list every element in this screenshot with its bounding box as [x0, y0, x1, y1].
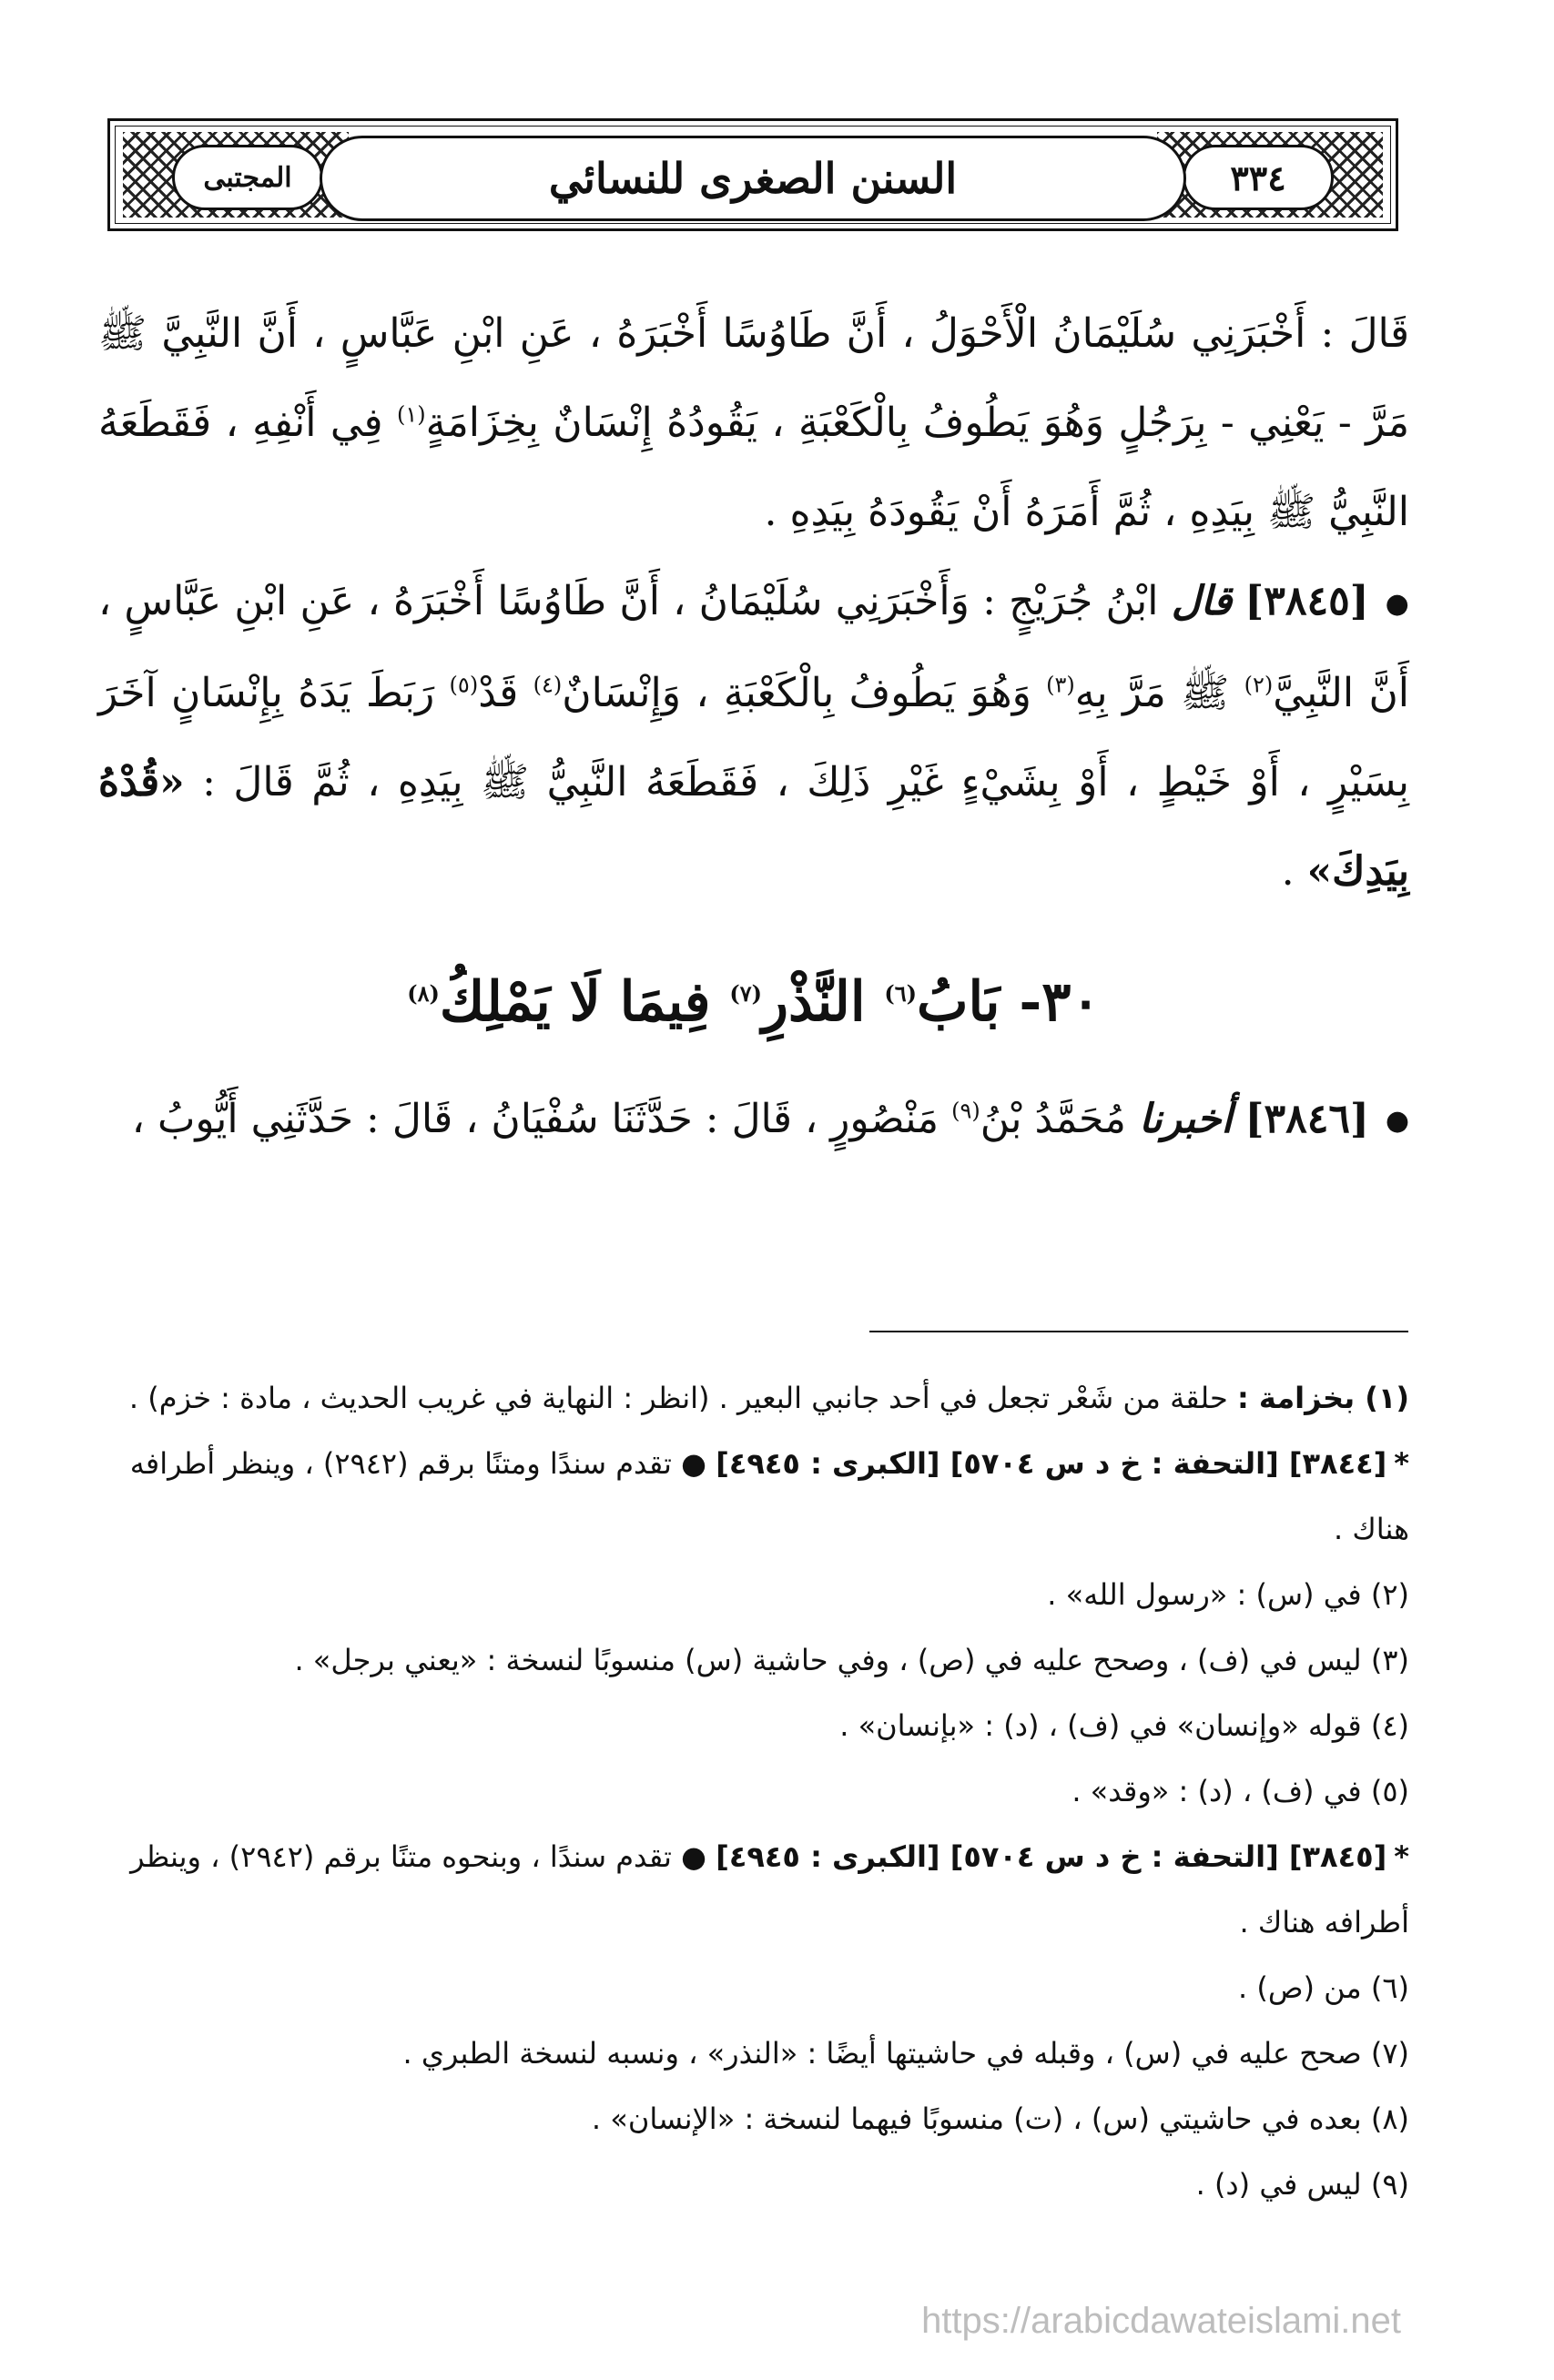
hadith-number: [٣٨٤٥]	[1244, 578, 1369, 624]
footnote-ref-9[interactable]: (٩)	[951, 1097, 980, 1123]
bullet-icon: ●	[1385, 587, 1409, 620]
footnote-separator	[869, 1331, 1408, 1332]
emblem-text: المجتبى	[203, 161, 292, 194]
footnote-ref-3[interactable]: (٣)	[1046, 671, 1075, 697]
book-title: السنن الصغرى للنسائي	[548, 154, 958, 203]
footnote-ref-6[interactable]: (٦)	[884, 979, 917, 1007]
text: قَالَ : أَخْبَرَنِي سُلَيْمَانُ الْأَحْوَلُ ، أَنَّ طَاوُسًا أَخْبَرَهُ ، عَنِ ابْنِ عَبَّاسٍ ، أَنَّ النَّبِيَّ ﷺ مَرَّ - يَعْنِي - بِرَجُلٍ وَهُوَ يَطُوفُ بِالْكَعْبَةِ ، يَقُودُهُ إِنْسَانٌ بِخِزَامَةٍ	[98, 310, 1410, 446]
watermark-url: https://arabicdawateislami.net	[921, 2301, 1401, 2341]
text: قَدْ	[478, 669, 533, 716]
footnote-6: (٦) من (ص) .	[1238, 1970, 1409, 2005]
narration-word: أخبرنا	[1138, 1095, 1233, 1142]
chapter-title: النَّذْرِ	[761, 969, 885, 1034]
footnote-ref-7[interactable]: (٧)	[729, 979, 762, 1007]
footnote-ref-4[interactable]: (٤)	[533, 671, 563, 697]
takhrij-text: ● تقدم سندًا ومتنًا برقم (٢٩٤٢) ، وينظر أطرافه هناك .	[129, 1446, 1409, 1546]
book-title-pill	[320, 136, 1186, 221]
footnote-3: (٣) ليس في (ف) ، وصحح عليه في (ص) ، وفي حاشية (س) منسوبًا لنسخة : «يعني برجل» .	[294, 1643, 1409, 1677]
takhrij-ref: [٣٨٤٤] [التحفة : خ د س ٥٧٠٤] [الكبرى : ٤٩٤٥]	[716, 1446, 1387, 1481]
footnote-ref-2[interactable]: (٢)	[1244, 671, 1274, 697]
footnote-4: (٤) قوله «وإنسان» في (ف) ، (د) : «بإنسان» .	[839, 1708, 1409, 1743]
bullet-icon: ●	[1385, 1105, 1409, 1137]
footnote-9: (٩) ليس في (د) .	[1195, 2167, 1409, 2202]
paragraph-continuation	[98, 289, 1409, 557]
footnote-1	[98, 1365, 1409, 1431]
star-icon: *	[1394, 1446, 1409, 1481]
footnote-2: (٢) في (س) : «رسول الله» .	[1047, 1577, 1409, 1612]
page-number: ٣٣٤	[1230, 157, 1286, 198]
footnote-ref-5[interactable]: (٥)	[449, 671, 479, 697]
takhrij-ref: [٣٨٤٥] [التحفة : خ د س ٥٧٠٤] [الكبرى : ٤٩٤٥]	[716, 1839, 1387, 1874]
footnote-8: (٨) بعده في حاشيتي (س) ، (ت) منسوبًا فيهما لنسخة : «الإنسان» .	[591, 2101, 1409, 2136]
footnote-label: (١) بخزامة :	[1236, 1381, 1409, 1415]
hadith-3846	[98, 1075, 1409, 1167]
footnote-text: حلقة من شَعْر تجعل في أحد جانبي البعير . (انظر : النهاية في غريب الحديث ، مادة : خزم) .	[128, 1381, 1237, 1415]
footnote-5: (٥) في (ف) ، (د) : «وقد» .	[1072, 1774, 1409, 1808]
hadith-number: [٣٨٤٦]	[1244, 1095, 1369, 1142]
text: ﷺ مَرَّ بِهِ	[1074, 669, 1244, 716]
footnote-ref-8[interactable]: (٨)	[407, 979, 440, 1007]
chapter-title: ٣٠- بَابُ	[917, 969, 1101, 1034]
footnotes	[98, 1365, 1409, 2217]
chapter-title: فِيمَا لَا يَمْلِكُ	[439, 969, 730, 1034]
narration-word: قال	[1171, 578, 1233, 624]
prophet-quote: «قُدْهُ بِيَدِكَ»	[98, 758, 1409, 895]
text: فِي أَنْفِهِ ، فَقَطَعَهُ النَّبِيُّ ﷺ بِيَدِهِ ، ثُمَّ أَمَرَهُ أَنْ يَقُودَهُ بِيَدِهِ .	[98, 400, 1409, 535]
takhrij-3844	[98, 1431, 1409, 1562]
takhrij-text: ● تقدم سندًا ، وبنحوه متنًا برقم (٢٩٤٢) ، وينظر أطرافه هناك .	[130, 1839, 1409, 1939]
footnote-7: (٧) صحح عليه في (س) ، وقبله في حاشيتها أيضًا : «النذر» ، ونسبه لنسخة الطبري .	[402, 2036, 1409, 2071]
page-header	[107, 118, 1398, 231]
footnote-ref-1[interactable]: (١)	[396, 401, 426, 428]
chapter-heading	[98, 947, 1409, 1057]
text: مُحَمَّدُ بْنُ	[980, 1095, 1139, 1142]
book-emblem	[172, 145, 323, 210]
text: .	[1281, 847, 1307, 895]
text: ابْنُ جُرَيْجٍ : وَأَخْبَرَنِي سُلَيْمَانُ ، أَنَّ طَاوُسًا أَخْبَرَهُ ، عَنِ ابْنِ عَبَّاسٍ ، أَنَّ النَّبِيَّ	[98, 578, 1409, 716]
star-icon: *	[1394, 1839, 1409, 1874]
text: رَبَطَ يَدَهُ بِإِنْسَانٍ آخَرَ بِسَيْرٍ ، أَوْ خَيْطٍ ، أَوْ بِشَيْءٍ غَيْرِ ذَلِكَ ، فَقَطَعَهُ النَّبِيُّ ﷺ بِيَدِهِ ، ثُمَّ قَالَ :	[98, 669, 1409, 805]
page-number-oval	[1183, 145, 1334, 210]
text: مَنْصُورٍ ، قَالَ : حَدَّثَنَا سُفْيَانُ ، قَالَ : حَدَّثَنِي أَيُّوبُ ،	[131, 1095, 952, 1142]
text: وَهُوَ يَطُوفُ بِالْكَعْبَةِ ، وَإِنْسَانٌ	[562, 669, 1047, 716]
takhrij-3845	[98, 1824, 1409, 1955]
hadith-3845	[98, 557, 1409, 917]
main-text	[98, 289, 1409, 1166]
